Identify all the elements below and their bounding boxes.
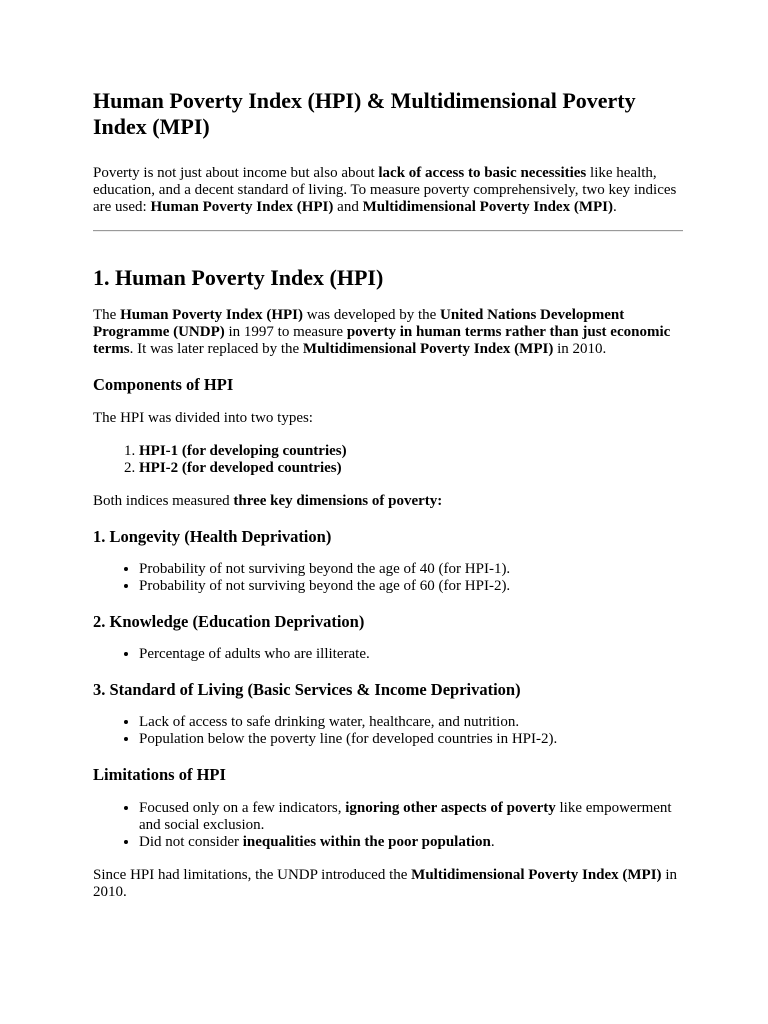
closing-paragraph — [93, 867, 683, 901]
list-item-text: HPI-2 (for developed countries) — [139, 460, 342, 476]
dimensions-intro — [93, 493, 683, 510]
limitation-bold-text: inequalities within the poor population — [242, 834, 491, 850]
list-item: • Probability of not surviving beyond the age of 60 (for HPI-2). — [139, 578, 683, 595]
intro-text: and — [333, 199, 363, 215]
list-item: • Percentage of adults who are illiterate. — [139, 646, 683, 663]
living-heading: 3. Standard of Living (Basic Services & Income Deprivation) — [93, 680, 521, 699]
list-item: • Probability of not surviving beyond the age of 40 (for HPI-1). — [139, 561, 683, 578]
intro-bold-text: lack of access to basic necessities — [378, 165, 587, 181]
hpi-text: was developed by the — [303, 307, 441, 323]
knowledge-heading: 2. Knowledge (Education Deprivation) — [93, 612, 365, 631]
mpi-term: Multidimensional Poverty Index (MPI) — [362, 199, 613, 215]
dimensions-bold-text: three key dimensions of poverty: — [233, 493, 443, 509]
limitation-text: Did not consider — [139, 834, 243, 850]
mpi-term: Multidimensional Poverty Index (MPI) — [302, 341, 554, 357]
list-item — [139, 800, 683, 834]
mpi-term: Multidimensional Poverty Index (MPI) — [411, 867, 662, 883]
limitations-heading: Limitations of HPI — [93, 765, 226, 784]
section-divider — [93, 230, 683, 232]
intro-text: . — [612, 199, 617, 215]
section-heading-hpi: 1. Human Poverty Index (HPI) — [93, 265, 384, 290]
intro-paragraph — [93, 165, 683, 216]
knowledge-list — [93, 646, 683, 663]
list-item — [139, 460, 683, 477]
hpi-paragraph — [93, 307, 683, 358]
closing-text: in 2010. — [93, 867, 677, 900]
hpi-bold-text: Human Poverty Index (HPI) — [120, 307, 303, 323]
page-title: Human Poverty Index (HPI) & Multidimensional Poverty Index (MPI) — [93, 88, 636, 139]
list-item — [139, 834, 683, 851]
components-heading: Components of HPI — [93, 375, 234, 394]
longevity-list — [93, 561, 683, 595]
limitations-list — [93, 800, 683, 851]
hpi-text: . It was later replaced by the — [129, 341, 303, 357]
limitation-text: Focused only on a few indicators, — [139, 800, 346, 816]
hpi-text: in 1997 to measure — [224, 324, 347, 340]
living-list — [93, 714, 683, 748]
hpi-bold-text: poverty in human terms rather than just economic terms — [93, 324, 671, 357]
components-intro: The HPI was divided into two types: — [93, 410, 313, 426]
list-item: • Population below the poverty line (for developed countries in HPI-2). — [139, 731, 683, 748]
limitation-bold-text: ignoring other aspects of poverty — [345, 800, 556, 816]
hpi-text: in 2010. — [553, 341, 607, 357]
dimensions-text: Both indices measured — [93, 493, 234, 509]
document-content — [93, 88, 683, 901]
limitation-text: like empowerment and social exclusion. — [139, 800, 672, 833]
hpi-types-list — [93, 443, 683, 477]
limitation-text: . — [490, 834, 495, 850]
closing-text: Since HPI had limitations, the UNDP introduced the — [93, 867, 412, 883]
undp-term: United Nations Development Programme (UNDP) — [93, 307, 625, 340]
hpi-term: Human Poverty Index (HPI) — [150, 199, 334, 215]
intro-text: Poverty is not just about income but also about — [93, 165, 379, 181]
list-item-text: HPI-1 (for developing countries) — [139, 443, 347, 459]
list-item — [139, 443, 683, 460]
list-item: • Lack of access to safe drinking water, healthcare, and nutrition. — [139, 714, 683, 731]
intro-text: like health, education, and a decent standard of living. To measure poverty comprehensively, two key indices are used: — [93, 165, 677, 215]
longevity-heading: 1. Longevity (Health Deprivation) — [93, 527, 332, 546]
hpi-text: The — [93, 307, 121, 323]
